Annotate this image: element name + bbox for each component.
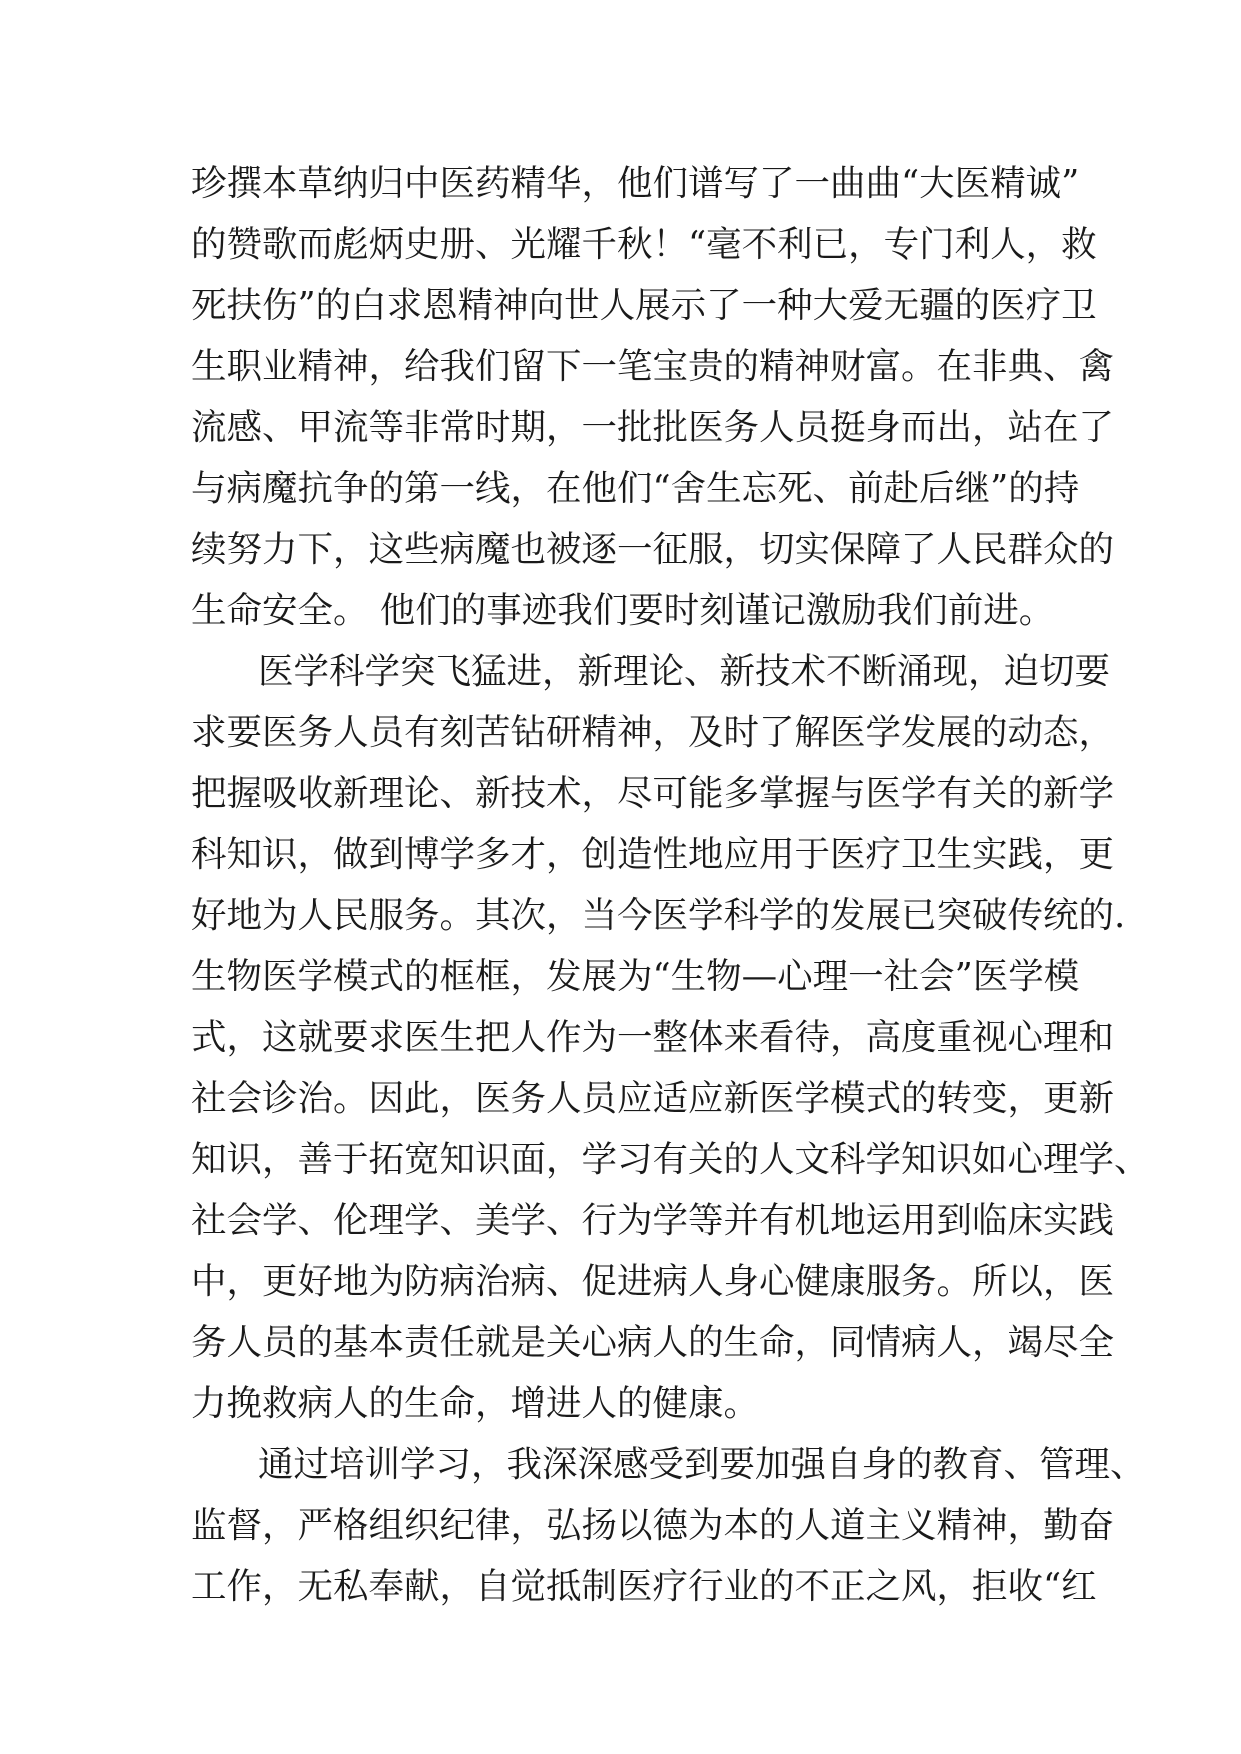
- text-line: 力挽救病人的生命，增进人的健康。: [191, 1383, 760, 1424]
- text-line: 把握吸收新理论、新技术，尽可能多掌握与医学有关的新学: [191, 773, 1115, 814]
- text-line: 好地为人民服务。其次，当今医学科学的发展已突破传统的.: [191, 895, 1126, 936]
- text-line: 珍撰本草纳归中医药精华，他们谱写了一曲曲“大医精诚”: [191, 163, 1080, 204]
- paragraph-1: [191, 153, 1115, 641]
- text-line: 续努力下，这些病魔也被逐一征服，切实保障了人民群众的: [191, 529, 1115, 570]
- text-line: 务人员的基本责任就是关心病人的生命，同情病人，竭尽全: [191, 1322, 1115, 1363]
- text-line: 工作，无私奉献，自觉抵制医疗行业的不正之风，拒收“红: [191, 1566, 1097, 1607]
- text-line: 死扶伤”的白求恩精神向世人展示了一种大爱无疆的医疗卫: [191, 285, 1097, 326]
- paragraph-3: [191, 1434, 1146, 1617]
- text-line: 知识，善于拓宽知识面，学习有关的人文科学知识如心理学、: [191, 1139, 1150, 1180]
- text-line: 与病魔抗争的第一线，在他们“舍生忘死、前赴后继”的持: [191, 468, 1080, 509]
- paragraph-2: [191, 641, 1150, 1434]
- text-line: 通过培训学习，我深深感受到要加强自身的教育、管理、: [258, 1444, 1146, 1485]
- body-text: [191, 153, 1150, 1617]
- text-line: 生命安全。 他们的事迹我们要时刻谨记激励我们前进。: [191, 590, 1055, 631]
- text-line: 式，这就要求医生把人作为一整体来看待，高度重视心理和: [191, 1017, 1115, 1058]
- text-line: 流感、甲流等非常时期，一批批医务人员挺身而出，站在了: [191, 407, 1115, 448]
- text-line: 社会诊治。因此，医务人员应适应新医学模式的转变，更新: [191, 1078, 1115, 1119]
- text-line: 医学科学突飞猛进，新理论、新技术不断涌现，迫切要: [258, 651, 1111, 692]
- text-line: 中，更好地为防病治病、促进病人身心健康服务。所以，医: [191, 1261, 1115, 1302]
- text-line: 生物医学模式的框框，发展为“生物—心理一社会”医学模: [191, 956, 1080, 997]
- text-line: 求要医务人员有刻苦钻研精神，及时了解医学发展的动态，: [191, 712, 1115, 753]
- text-line: 社会学、伦理学、美学、行为学等并有机地运用到临床实践: [191, 1200, 1115, 1241]
- text-line: 科知识，做到博学多才，创造性地应用于医疗卫生实践，更: [191, 834, 1115, 875]
- text-line: 监督，严格组织纪律，弘扬以德为本的人道主义精神，勤奋: [191, 1505, 1115, 1546]
- text-line: 生职业精神，给我们留下一笔宝贵的精神财富。在非典、禽: [191, 346, 1115, 387]
- text-line: 的赞歌而彪炳史册、光耀千秋！“毫不利已，专门利人，救: [191, 224, 1097, 265]
